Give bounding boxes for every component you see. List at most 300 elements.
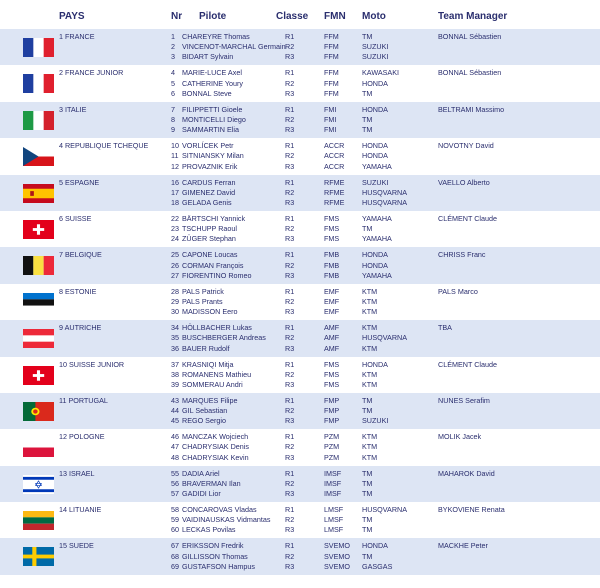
rider-class: R2 <box>285 296 295 306</box>
rider-class: R1 <box>285 505 295 515</box>
rider-moto: HUSQVARNA <box>362 197 407 207</box>
rider-name: CAPONE Loucas <box>182 250 238 260</box>
rider-moto: TM <box>362 224 373 234</box>
rider-name: GILLISSON Thomas <box>182 551 248 561</box>
team-manager: TBA <box>438 323 452 333</box>
rider-name: REGO Sergio <box>182 416 226 426</box>
rider-row <box>0 115 600 125</box>
rider-row <box>0 380 600 390</box>
rider-fmn: SVEMO <box>324 541 350 551</box>
team-row <box>0 320 600 356</box>
country-name: 3 ITALIE <box>59 104 87 114</box>
rider-fmn: FMB <box>324 270 340 280</box>
rider-fmn: PZM <box>324 452 340 462</box>
rider-row <box>0 416 600 426</box>
rider-number: 39 <box>171 379 179 389</box>
rider-name: CHADRYSIAK Denis <box>182 442 249 452</box>
rider-number: 26 <box>171 260 179 270</box>
rider-fmn: SVEMO <box>324 561 350 571</box>
rider-class: R2 <box>285 406 295 416</box>
rider-name: SAMMARTIN Elia <box>182 125 239 135</box>
rider-number: 34 <box>171 323 179 333</box>
rider-name: GIMENEZ David <box>182 187 236 197</box>
rider-number: 45 <box>171 416 179 426</box>
team-row <box>0 102 600 138</box>
rider-class: R2 <box>285 515 295 525</box>
rider-fmn: EMF <box>324 307 340 317</box>
rider-number: 46 <box>171 432 179 442</box>
rider-class: R3 <box>285 561 295 571</box>
rider-fmn: FMI <box>324 125 337 135</box>
rider-class: R2 <box>285 369 295 379</box>
rider-class: R1 <box>285 68 295 78</box>
rider-name: ZÜGER Stephan <box>182 234 236 244</box>
rider-fmn: FMS <box>324 213 340 223</box>
rider-row <box>0 214 600 224</box>
rider-name: PALS Prants <box>182 296 223 306</box>
rider-fmn: FFM <box>324 52 339 62</box>
team-row <box>0 247 600 283</box>
rider-class: R1 <box>285 395 295 405</box>
rider-fmn: PZM <box>324 442 340 452</box>
team-manager: NUNES Serafim <box>438 395 490 405</box>
rider-number: 55 <box>171 468 179 478</box>
rider-fmn: FMI <box>324 104 337 114</box>
rider-number: 6 <box>171 88 175 98</box>
rider-moto: HONDA <box>362 78 388 88</box>
rider-class: R1 <box>285 468 295 478</box>
rider-moto: SUZUKI <box>362 416 389 426</box>
rider-fmn: ACCR <box>324 141 345 151</box>
header-nr: Nr <box>171 11 183 22</box>
rider-row <box>0 552 600 562</box>
rider-moto: KTM <box>362 296 378 306</box>
rider-class: R1 <box>285 432 295 442</box>
rider-number: 23 <box>171 224 179 234</box>
rider-moto: TM <box>362 114 373 124</box>
rider-name: BÄRTSCHI Yannick <box>182 213 246 223</box>
rider-class: R2 <box>285 442 295 452</box>
rider-name: MONTICELLI Diego <box>182 114 246 124</box>
rider-fmn: PZM <box>324 432 340 442</box>
rider-number: 8 <box>171 114 175 124</box>
rider-class: R3 <box>285 343 295 353</box>
rider-row <box>0 541 600 551</box>
rider-moto: HONDA <box>362 541 388 551</box>
header-pilote: Pilote <box>199 11 227 22</box>
rider-row <box>0 141 600 151</box>
rider-number: 43 <box>171 395 179 405</box>
rider-name: FILIPPETTI Gioele <box>182 104 243 114</box>
rider-name: SITNIANSKY Milan <box>182 151 244 161</box>
rider-number: 17 <box>171 187 179 197</box>
rider-row <box>0 224 600 234</box>
rider-name: BAUER Rudolf <box>182 343 230 353</box>
rider-class: R3 <box>285 88 295 98</box>
rider-moto: KTM <box>362 432 378 442</box>
rider-moto: TM <box>362 125 373 135</box>
rider-row <box>0 370 600 380</box>
rider-class: R1 <box>285 213 295 223</box>
header-classe: Classe <box>276 11 309 22</box>
country-name: 10 SUISSE JUNIOR <box>59 359 125 369</box>
rider-number: 10 <box>171 141 179 151</box>
rider-class: R1 <box>285 104 295 114</box>
rider-number: 44 <box>171 406 179 416</box>
rider-number: 16 <box>171 177 179 187</box>
rider-fmn: FFM <box>324 42 339 52</box>
rider-row <box>0 489 600 499</box>
rider-moto: YAMAHA <box>362 213 392 223</box>
rider-row <box>0 469 600 479</box>
rider-moto: HUSQVARNA <box>362 505 407 515</box>
team-manager: BELTRAMI Massimo <box>438 104 505 114</box>
team-row <box>0 175 600 211</box>
rider-row <box>0 287 600 297</box>
rider-row <box>0 442 600 452</box>
rider-number: 69 <box>171 561 179 571</box>
rider-number: 56 <box>171 478 179 488</box>
team-row <box>0 502 600 538</box>
rider-name: LECKAS Povilas <box>182 525 236 535</box>
rider-row <box>0 505 600 515</box>
rider-class: R2 <box>285 224 295 234</box>
team-manager: CLÉMENT Claude <box>438 213 497 223</box>
rider-moto: KTM <box>362 442 378 452</box>
country-name: 2 FRANCE JUNIOR <box>59 68 124 78</box>
rider-number: 68 <box>171 551 179 561</box>
rider-row <box>0 479 600 489</box>
rider-row <box>0 105 600 115</box>
rider-moto: YAMAHA <box>362 270 392 280</box>
rider-number: 60 <box>171 525 179 535</box>
rider-fmn: FMS <box>324 379 340 389</box>
rider-class: R3 <box>285 525 295 535</box>
table-header <box>0 11 600 25</box>
team-manager: BONNAL Sébastien <box>438 68 502 78</box>
rider-name: GUSTAFSON Hampus <box>182 561 255 571</box>
rider-number: 4 <box>171 68 175 78</box>
rider-row <box>0 323 600 333</box>
rider-class: R1 <box>285 286 295 296</box>
rider-number: 9 <box>171 125 175 135</box>
rider-row <box>0 250 600 260</box>
rider-name: CHADRYSIAK Kevin <box>182 452 249 462</box>
rider-class: R1 <box>285 32 295 41</box>
rider-class: R3 <box>285 234 295 244</box>
team-manager: PALS Marco <box>438 286 478 296</box>
rider-number: 48 <box>171 452 179 462</box>
rider-number: 18 <box>171 197 179 207</box>
rider-name: GIL Sebastian <box>182 406 228 416</box>
rider-moto: TM <box>362 468 373 478</box>
rider-row <box>0 198 600 208</box>
rider-row <box>0 432 600 442</box>
rider-class: R1 <box>285 359 295 369</box>
rider-moto: KTM <box>362 286 378 296</box>
rider-name: PALS Patrick <box>182 286 224 296</box>
rider-fmn: FMS <box>324 234 340 244</box>
rider-name: VAIDINAUSKAS Vidmantas <box>182 515 271 525</box>
rider-class: R1 <box>285 541 295 551</box>
rider-number: 30 <box>171 307 179 317</box>
rider-fmn: FMI <box>324 114 337 124</box>
rider-fmn: ACCR <box>324 161 345 171</box>
header-fmn: FMN <box>324 11 346 22</box>
rider-row <box>0 307 600 317</box>
rider-row <box>0 151 600 161</box>
rider-moto: HONDA <box>362 250 388 260</box>
rider-class: R3 <box>285 52 295 62</box>
country-name: 13 ISRAEL <box>59 468 95 478</box>
rider-number: 5 <box>171 78 175 88</box>
rider-class: R2 <box>285 187 295 197</box>
team-row <box>0 211 600 247</box>
rider-fmn: FMS <box>324 369 340 379</box>
rider-number: 2 <box>171 42 175 52</box>
rider-name: MARQUES Filipe <box>182 395 238 405</box>
team-row <box>0 357 600 393</box>
rider-moto: SUZUKI <box>362 177 389 187</box>
rider-moto: YAMAHA <box>362 234 392 244</box>
rider-class: R3 <box>285 416 295 426</box>
rider-moto: SUZUKI <box>362 52 389 62</box>
header-moto: Moto <box>362 11 386 22</box>
rider-name: ROMANENS Mathieu <box>182 369 252 379</box>
rider-moto: HUSQVARNA <box>362 333 407 343</box>
rider-name: BONNAL Steve <box>182 88 232 98</box>
header-team-manager: Team Manager <box>438 11 508 22</box>
country-name: 7 BELGIQUE <box>59 250 102 260</box>
rider-fmn: FFM <box>324 32 339 41</box>
rider-moto: HONDA <box>362 151 388 161</box>
rider-moto: TM <box>362 406 373 416</box>
rider-class: R3 <box>285 379 295 389</box>
rider-moto: KAWASAKI <box>362 68 400 78</box>
rider-row <box>0 333 600 343</box>
rider-row <box>0 562 600 572</box>
rider-row <box>0 188 600 198</box>
rider-fmn: LMSF <box>324 525 344 535</box>
rider-name: CARDUS Ferran <box>182 177 236 187</box>
rider-row <box>0 234 600 244</box>
rider-moto: KTM <box>362 343 378 353</box>
rider-row <box>0 297 600 307</box>
rider-name: DADIA Ariel <box>182 468 220 478</box>
rider-row <box>0 89 600 99</box>
rider-name: GELADA Genis <box>182 197 232 207</box>
rider-name: SOMMERAU Andri <box>182 379 243 389</box>
rider-name: HÖLLBACHER Lukas <box>182 323 252 333</box>
rider-fmn: ACCR <box>324 151 345 161</box>
country-name: 14 LITUANIE <box>59 505 102 515</box>
rider-fmn: IMSF <box>324 478 342 488</box>
rider-fmn: FFM <box>324 88 339 98</box>
rider-class: R1 <box>285 323 295 333</box>
rider-name: BRAVERMAN Ilan <box>182 478 241 488</box>
rider-number: 57 <box>171 489 179 499</box>
rider-row <box>0 360 600 370</box>
team-manager: MACKHE Peter <box>438 541 488 551</box>
rider-number: 7 <box>171 104 175 114</box>
rider-number: 35 <box>171 333 179 343</box>
rider-moto: HUSQVARNA <box>362 187 407 197</box>
rider-number: 29 <box>171 296 179 306</box>
rider-fmn: FFM <box>324 78 339 88</box>
rider-number: 36 <box>171 343 179 353</box>
rider-fmn: FMP <box>324 395 340 405</box>
rider-row <box>0 396 600 406</box>
rider-row <box>0 261 600 271</box>
rider-class: R1 <box>285 177 295 187</box>
rider-fmn: EMF <box>324 286 340 296</box>
country-name: 6 SUISSE <box>59 213 92 223</box>
rider-fmn: AMF <box>324 343 340 353</box>
rider-number: 24 <box>171 234 179 244</box>
rider-fmn: RFME <box>324 177 345 187</box>
rider-fmn: FMS <box>324 359 340 369</box>
rider-name: TSCHUPP Raoul <box>182 224 237 234</box>
rider-fmn: FMP <box>324 416 340 426</box>
rider-number: 1 <box>171 32 175 41</box>
rider-fmn: RFME <box>324 197 345 207</box>
rider-name: ERIKSSON Fredrik <box>182 541 244 551</box>
rider-moto: TM <box>362 551 373 561</box>
rider-name: CORMAN François <box>182 260 244 270</box>
rider-row <box>0 271 600 281</box>
rider-fmn: FMB <box>324 250 340 260</box>
rider-fmn: RFME <box>324 187 345 197</box>
team-manager: BONNAL Sébastien <box>438 32 502 41</box>
rider-moto: HONDA <box>362 141 388 151</box>
rider-fmn: EMF <box>324 296 340 306</box>
rider-fmn: FMB <box>324 260 340 270</box>
rider-name: BUSCHBERGER Andreas <box>182 333 266 343</box>
rider-fmn: IMSF <box>324 468 342 478</box>
header-pays: PAYS <box>59 11 85 22</box>
rider-moto: HONDA <box>362 104 388 114</box>
rider-class: R2 <box>285 551 295 561</box>
rider-number: 38 <box>171 369 179 379</box>
rider-class: R2 <box>285 333 295 343</box>
rider-moto: TM <box>362 515 373 525</box>
team-manager: NOVOTNY David <box>438 141 494 151</box>
rider-name: CHAREYRE Thomas <box>182 32 250 41</box>
rider-class: R2 <box>285 260 295 270</box>
rider-class: R2 <box>285 151 295 161</box>
rider-moto: HONDA <box>362 359 388 369</box>
rider-name: MANCZAK Wojciech <box>182 432 249 442</box>
rider-row <box>0 453 600 463</box>
team-row <box>0 284 600 320</box>
rider-row <box>0 515 600 525</box>
rider-name: FIORENTINO Romeo <box>182 270 252 280</box>
rider-row <box>0 344 600 354</box>
rider-number: 37 <box>171 359 179 369</box>
country-name: 15 SUEDE <box>59 541 94 551</box>
rider-number: 3 <box>171 52 175 62</box>
rider-number: 25 <box>171 250 179 260</box>
rider-number: 58 <box>171 505 179 515</box>
rider-fmn: AMF <box>324 323 340 333</box>
rider-row <box>0 42 600 52</box>
rider-fmn: AMF <box>324 333 340 343</box>
country-name: 5 ESPAGNE <box>59 177 100 187</box>
rider-moto: KTM <box>362 452 378 462</box>
rider-fmn: LMSF <box>324 505 344 515</box>
rider-moto: SUZUKI <box>362 42 389 52</box>
rider-number: 12 <box>171 161 179 171</box>
rider-class: R2 <box>285 78 295 88</box>
rider-class: R3 <box>285 125 295 135</box>
rider-moto: TM <box>362 525 373 535</box>
rider-number: 67 <box>171 541 179 551</box>
rider-moto: TM <box>362 395 373 405</box>
rider-number: 11 <box>171 151 179 161</box>
rider-name: VINCENOT-MARCHAL Germain <box>182 42 286 52</box>
rider-moto: KTM <box>362 379 378 389</box>
team-row <box>0 466 600 502</box>
rider-name: MARIE-LUCE Axel <box>182 68 242 78</box>
rider-class: R3 <box>285 307 295 317</box>
teams-table <box>0 29 600 575</box>
rider-row <box>0 32 600 42</box>
rider-class: R2 <box>285 42 295 52</box>
country-name: 8 ESTONIE <box>59 286 97 296</box>
rider-row <box>0 406 600 416</box>
country-name: 11 PORTUGAL <box>59 395 108 405</box>
rider-row <box>0 162 600 172</box>
team-row <box>0 393 600 429</box>
rider-number: 59 <box>171 515 179 525</box>
rider-moto: TM <box>362 88 373 98</box>
team-manager: VAELLO Alberto <box>438 177 490 187</box>
team-manager: MOLIK Jacek <box>438 432 482 442</box>
rider-name: GADIDI Lior <box>182 489 221 499</box>
team-row <box>0 538 600 574</box>
country-name: 1 FRANCE <box>59 32 95 41</box>
rider-number: 28 <box>171 286 179 296</box>
rider-class: R2 <box>285 478 295 488</box>
country-name: 4 REPUBLIQUE TCHEQUE <box>59 141 149 151</box>
team-manager: BYKOVIENE Renata <box>438 505 505 515</box>
rider-number: 47 <box>171 442 179 452</box>
rider-number: 27 <box>171 270 179 280</box>
rider-moto: KTM <box>362 307 378 317</box>
rider-fmn: LMSF <box>324 515 344 525</box>
rider-row <box>0 79 600 89</box>
team-manager: MAHAROK David <box>438 468 495 478</box>
rider-name: BIDART Sylvain <box>182 52 234 62</box>
rider-moto: GASGAS <box>362 561 393 571</box>
rider-name: VORLÍCEK Petr <box>182 141 234 151</box>
rider-name: CATHERINE Youry <box>182 78 243 88</box>
rider-moto: TM <box>362 32 373 41</box>
rider-row <box>0 178 600 188</box>
rider-fmn: SVEMO <box>324 551 350 561</box>
rider-moto: YAMAHA <box>362 161 392 171</box>
rider-moto: KTM <box>362 323 378 333</box>
rider-moto: TM <box>362 489 373 499</box>
country-name: 12 POLOGNE <box>59 432 105 442</box>
rider-class: R3 <box>285 270 295 280</box>
team-row <box>0 29 600 65</box>
rider-row <box>0 125 600 135</box>
rider-name: PROVAZNIK Erik <box>182 161 238 171</box>
rider-class: R1 <box>285 250 295 260</box>
team-row <box>0 65 600 101</box>
rider-row <box>0 52 600 62</box>
